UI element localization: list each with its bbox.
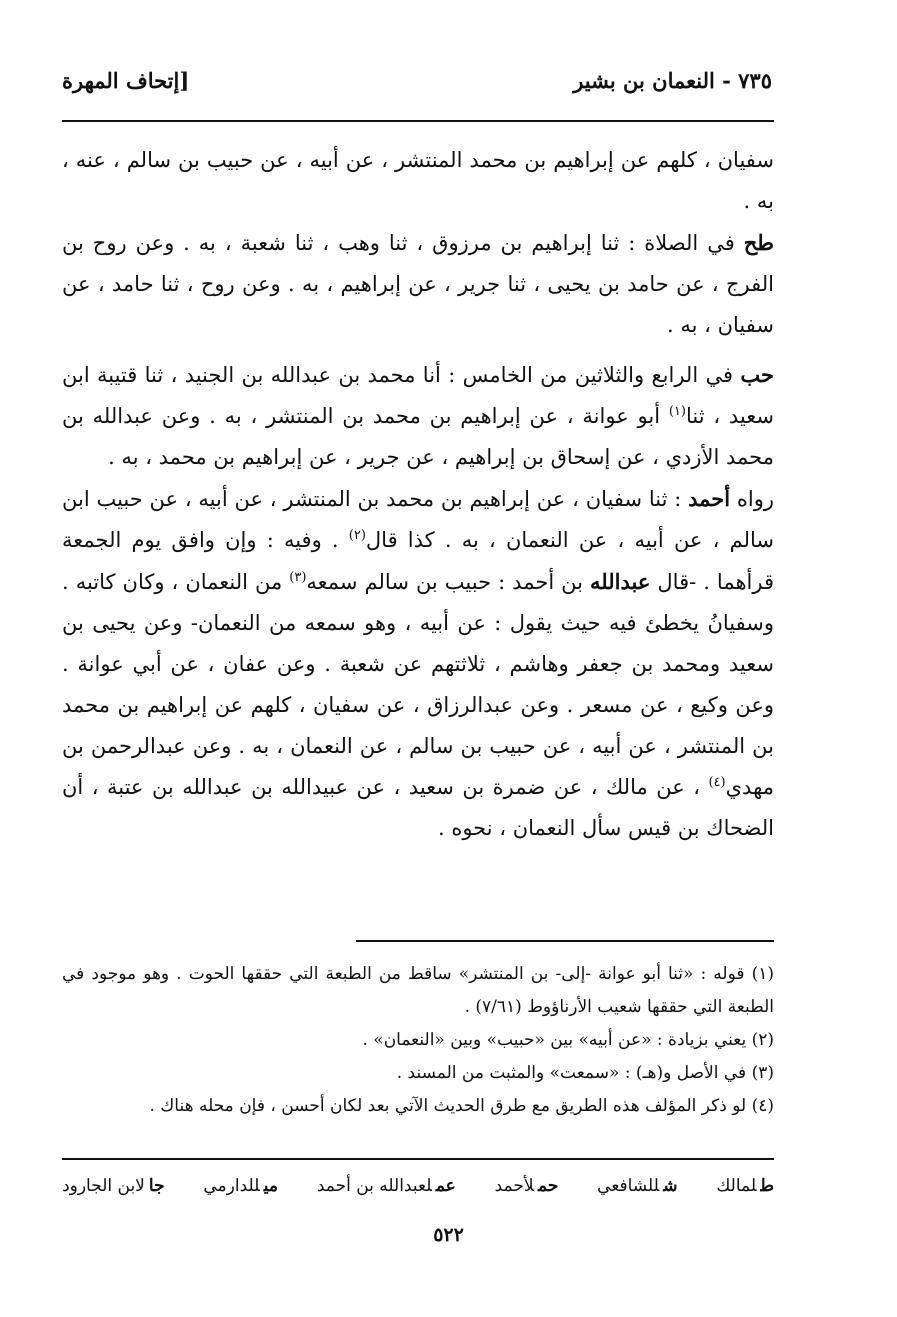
source-code-tah: طح <box>743 230 774 255</box>
legend-abbr: عم <box>435 1176 456 1196</box>
paragraph-3 <box>62 354 774 478</box>
paragraph-4 <box>62 478 774 849</box>
legend-item <box>495 1176 559 1196</box>
source-code-hab: حب <box>740 362 774 387</box>
legend-text: لابن الجارود <box>62 1176 145 1196</box>
legend-item <box>203 1176 278 1196</box>
paragraph-4-text-a: رواه <box>730 487 775 511</box>
footnote-rule <box>356 940 774 942</box>
paragraph-4-text-b: : ثنا سفيان ، عن إبراهيم بن محمد بن المنتشر ، عن أبيه ، عن حبيب ابن سالم ، عن أبيه ، عن النعمان ، به . كذا قال <box>62 487 774 552</box>
book-title: [إتحاف المهرة <box>62 67 190 93</box>
legend-text: لعبدالله بن أحمد <box>316 1176 432 1196</box>
paragraph-4-text-c: . وفيه : وإن وافق يوم الجمعة قرأهما . -قال <box>62 528 774 594</box>
legend-abbr: ط <box>760 1176 774 1196</box>
paragraph-1: سفيان ، كلهم عن إبراهيم بن محمد المنتشر ، عن أبيه ، عن حبيب بن سالم ، عنه ، به . <box>62 148 774 213</box>
main-text <box>62 140 774 849</box>
paragraph-4-text-d: بن أحمد : حبيب بن سالم سمعه <box>306 570 591 594</box>
footnote-4: (٤) لو ذكر المؤلف هذه الطريق مع طرق الحديث الآتي بعد لكان أحسن ، فإن محله هناك . <box>149 1096 774 1116</box>
legend-text: للدارمي <box>203 1176 260 1196</box>
legend-item <box>597 1176 677 1196</box>
abbreviation-legend <box>62 1170 774 1202</box>
legend-item <box>716 1176 774 1196</box>
header-rule <box>62 120 774 122</box>
footnote-ref-1: (١) <box>668 404 686 419</box>
legend-abbr: ش <box>663 1176 678 1196</box>
paragraph-3-text-b: أبو عوانة ، عن إبراهيم بن محمد بن المنتشر ، به . وعن عبدالله بن محمد الأزدي ، عن إسحاق بن إبراهيم ، عن جرير ، عن إبراهيم بن محمد ، به . <box>62 404 774 469</box>
legend-abbr: جا <box>148 1176 165 1196</box>
legend-text: للشافعي <box>597 1176 660 1196</box>
chapter-title: ٧٣٥ - النعمان بن بشير <box>573 67 772 93</box>
paragraph-2 <box>62 222 774 346</box>
footnote-2: (٢) يعني بزيادة : «عن أبيه» بين «حبيب» وبين «النعمان» . <box>362 1030 774 1050</box>
paragraph-2-text: في الصلاة : ثنا إبراهيم بن مرزوق ، ثنا وهب ، ثنا شعبة ، به . وعن روح بن الفرج ، عن حامد بن يحيى ، ثنا جرير ، عن إبراهيم ، به . وعن روح ، ثنا حامد ، عن سفيان ، به . <box>62 231 774 337</box>
legend-rule <box>62 1158 774 1160</box>
paragraph-4-text-e: من النعمان ، وكان كاتبه . وسفيانُ يخطئ فيه حيث يقول : عن أبيه ، وهو سمعه من النعمان- وعن يحيى بن سعيد ومحمد بن جعفر وهاشم ، ثلاثتهم عن شعبة . وعن عفان ، عن أبي عوانة . وعن وكيع ، عن مسعر . وعن عبدالرزاق ، عن سفيان ، كلهم عن إبراهيم بن محمد بن المنتشر ، عن أبيه ، عن حبيب بن سالم ، عن النعمان ، به . وعن عبدالرحمن بن مهدي <box>62 570 774 799</box>
legend-item <box>62 1176 165 1196</box>
paragraph-4-text-f: ، عن مالك ، عن ضمرة بن سعيد ، عن عبيدالله بن عبدالله بن عتبة ، أن الضحاك بن قيس سأل النعمان ، نحوه . <box>62 775 774 840</box>
footnote-3: (٣) في الأصل و(هـ) : «سمعت» والمثبت من المسند . <box>396 1063 774 1083</box>
footnote-ref-3: (٣) <box>289 570 307 585</box>
legend-item <box>317 1176 456 1196</box>
legend-abbr: مي <box>263 1176 279 1196</box>
paragraph-3-text-a: في الرابع والثلاثين من الخامس : أنا محمد بن عبدالله بن الجنيد ، ثنا قتيبة ابن سعيد ، ثنا <box>62 363 774 428</box>
legend-text: لأحمد <box>494 1176 535 1196</box>
footnotes <box>62 958 774 1123</box>
narrator-ahmad: أحمد <box>688 486 731 511</box>
footnote-ref-4: (٤) <box>708 775 726 790</box>
page-number: ٥٢٢ <box>433 1224 464 1246</box>
running-header <box>62 60 772 100</box>
legend-abbr: حم <box>538 1176 559 1196</box>
footnote-1: (١) قوله : «ثنا أبو عوانة -إلى- بن المنتشر» ساقط من الطبعة التي حققها الحوت . وهو موجود في الطبعة التي حققها شعيب الأرناؤوط (٧/٦١) . <box>62 964 774 1017</box>
legend-text: لمالك <box>716 1176 757 1196</box>
footnote-ref-2: (٢) <box>348 528 366 543</box>
narrator-abdullah: عبدالله <box>590 569 651 594</box>
